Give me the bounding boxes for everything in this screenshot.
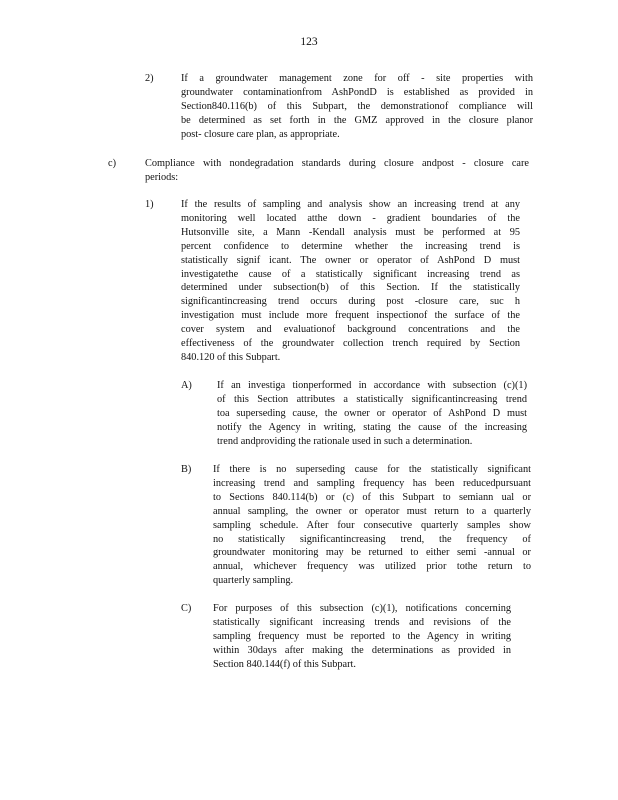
text-line: 840.120 of this Subpart. bbox=[181, 351, 281, 363]
text-line: percent confidence to determine whether the increasing trend is bbox=[181, 240, 520, 252]
text-line: If a groundwater management zone for off - site properties with bbox=[181, 73, 533, 84]
text-line: no statistically significantincreasing trend, the frequency of bbox=[213, 533, 531, 545]
text-line: post- closure care plan, as appropriate. bbox=[181, 128, 340, 140]
text-line: increasing trend and sampling frequency has been reducedpursuant bbox=[213, 477, 531, 489]
item-1-paragraph bbox=[181, 198, 520, 365]
item-C-marker: C) bbox=[181, 603, 192, 614]
text-line: investigatethe cause of a statistically significant increasing trend as bbox=[181, 268, 520, 280]
text-line: If an investiga tionperformed in accordance with subsection (c)(1) bbox=[217, 380, 527, 391]
text-line: cover system and evaluationof background concentrations and the bbox=[181, 324, 520, 336]
text-line: statistically signif icant. The owner or operator of AshPond D must bbox=[181, 254, 520, 266]
item-2-marker: 2) bbox=[145, 73, 154, 84]
text-line: of this Section attributes a statistically significantincreasing trend bbox=[217, 393, 527, 405]
text-line: Section 840.144(f) of this Subpart. bbox=[213, 658, 356, 670]
text-line: determined under subsection(b) of this Section. If the statistically bbox=[181, 282, 520, 294]
text-line: Hutsonville site, a Mann -Kendall analysis must be performed at 95 bbox=[181, 226, 520, 238]
text-line: monitoring well located atthe down - gradient boundaries of the bbox=[181, 212, 520, 224]
item-c-marker: c) bbox=[108, 158, 116, 169]
item-2-paragraph bbox=[181, 72, 533, 142]
item-A-marker: A) bbox=[181, 380, 192, 391]
item-c-paragraph bbox=[145, 157, 529, 185]
text-line: toa superseding cause, the owner or operator of AshPond D must bbox=[217, 407, 527, 419]
text-line: sampling schedule. After four consecutive quarterly samples show bbox=[213, 519, 531, 531]
text-line: trend andproviding the rationale used in such a determination. bbox=[217, 435, 473, 447]
text-line: effectiveness of the groundwater collection trench required by Section bbox=[181, 338, 520, 350]
text-line: within 30days after making the determinations as provided in bbox=[213, 644, 511, 656]
item-1-marker: 1) bbox=[145, 199, 154, 210]
item-B-marker: B) bbox=[181, 464, 192, 475]
text-line: groundwater monitoring may be returned to either semi -annual or bbox=[213, 547, 531, 559]
text-line: If there is no superseding cause for the statistically significant bbox=[213, 464, 531, 475]
text-line: investigation must include more frequent inspectionof the surface of the bbox=[181, 310, 520, 322]
item-C-paragraph bbox=[213, 602, 511, 672]
text-line: sampling frequency must be reported to the Agency in writing bbox=[213, 630, 511, 642]
text-line: quarterly sampling. bbox=[213, 575, 294, 587]
text-line: groundwater contaminationfrom AshPondD is established as provided in bbox=[181, 86, 533, 98]
text-line: significantincreasing trend occurs during post -closure care, suc h bbox=[181, 296, 520, 308]
item-B-paragraph bbox=[213, 463, 531, 588]
page-number: 123 bbox=[300, 36, 318, 48]
text-line: periods: bbox=[145, 171, 179, 183]
item-A-paragraph bbox=[217, 379, 527, 449]
text-line: For purposes of this subsection (c)(1), notifications concerning bbox=[213, 603, 511, 614]
text-line: Compliance with nondegradation standards during closure andpost - closure care bbox=[145, 158, 529, 169]
text-line: to Sections 840.114(b) or (c) of this Subpart to semiann ual or bbox=[213, 491, 531, 503]
text-line: If the results of sampling and analysis show an increasing trend at any bbox=[181, 199, 520, 210]
text-line: notify the Agency in writing, stating the cause of the increasing bbox=[217, 421, 527, 433]
text-line: annual, whichever frequency was utilized prior tothe return to bbox=[213, 561, 531, 573]
text-line: Section840.116(b) of this Subpart, the demonstrationof compliance will bbox=[181, 100, 533, 112]
text-line: annual sampling, the owner or operator must return to a quarterly bbox=[213, 505, 531, 517]
text-line: be determined as set forth in the GMZ approved in the closure planor bbox=[181, 114, 533, 126]
text-line: statistically significant increasing trends and revisions of the bbox=[213, 616, 511, 628]
